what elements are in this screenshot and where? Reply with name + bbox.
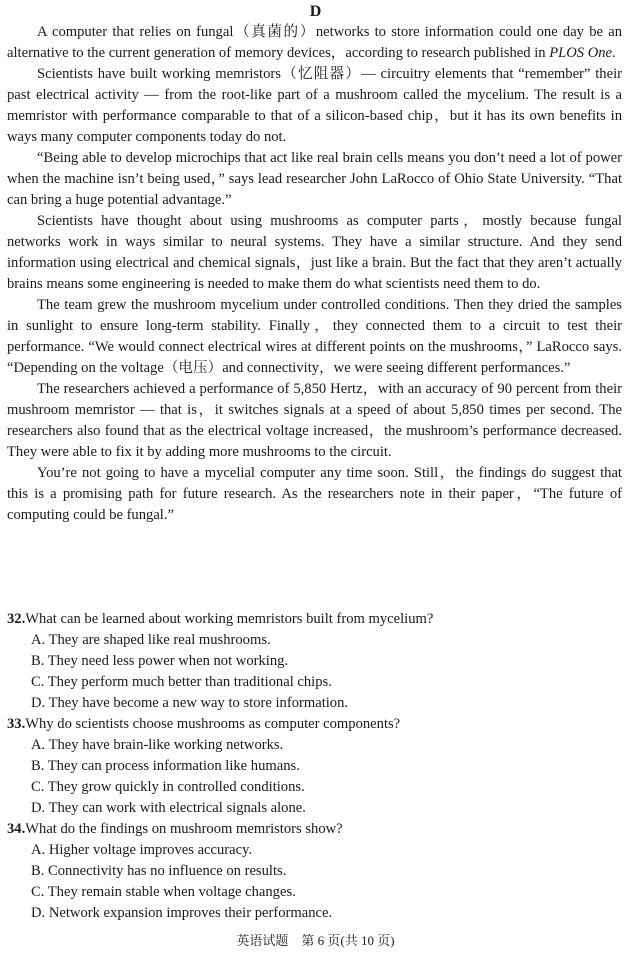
p1-end: . <box>612 45 616 61</box>
passage-paragraph-4: Scientists have thought about using mushrooms as computer parts，mostly because fungal networks work in ways similar to neural systems. They have a similar structure. And they send information using electrical and chemical signals，just like a brain. But the fact that they aren’t actually brains means some engineering is needed to make them do what scientists need them to do. <box>7 213 622 292</box>
answer-option: C. They grow quickly in controlled conditions. <box>31 779 305 795</box>
question-34 <box>7 819 622 924</box>
answer-option: A. They have brain-like working networks. <box>31 737 284 753</box>
page-footer: 英语试题 第 6 页(共 10 页) <box>236 933 395 948</box>
answer-option: D. They can work with electrical signals alone. <box>31 800 306 816</box>
answer-option: B. They can process information like humans. <box>31 758 300 774</box>
question-stem <box>7 609 622 630</box>
answer-option: D. They have become a new way to store information. <box>31 695 349 711</box>
answer-option: C. They remain stable when voltage changes. <box>31 884 296 900</box>
answer-option: A. Higher voltage improves accuracy. <box>31 842 253 858</box>
question-list <box>7 609 622 924</box>
question-text: What do the findings on mushroom memristors show? <box>25 821 343 837</box>
question-32 <box>7 609 622 714</box>
passage-paragraph-3: “Being able to develop microchips that act like real brain cells means you don’t need a lot of power when the machine isn’t being used，” says lead researcher John LaRocco of Ohio State University. “That can bring a huge potential advantage.” <box>7 150 622 208</box>
passage-paragraph-6: The researchers achieved a performance of 5,850 Hertz，with an accuracy of 90 percent from their mushroom memristor — that is，it switches signals at a speed of about 5,850 times per second. The researchers also found that as the electrical voltage increased，the mushroom’s performance decreased. They were able to fix it by adding more mushrooms to the circuit. <box>7 381 622 460</box>
passage-paragraph-7: You’re not going to have a mycelial computer any time soon. Still，the findings do suggest that this is a promising path for future research. As the researchers note in their paper，“The future of computing could be fungal.” <box>7 465 622 523</box>
question-33 <box>7 714 622 819</box>
question-number: 34. <box>7 821 26 837</box>
reading-passage <box>7 22 622 526</box>
section-label: D <box>309 3 322 20</box>
question-text: Why do scientists choose mushrooms as computer components? <box>25 716 401 732</box>
question-stem <box>7 819 622 840</box>
passage-paragraph-1 <box>7 22 622 64</box>
passage-paragraph-5: The team grew the mushroom mycelium under controlled conditions. Then they dried the samples in sunlight to ensure long-term stability. Finally，they connected them to a circuit to test their performance. “We would connect electrical wires at different points on the mushrooms，” LaRocco says. “Depending on the voltage（电压）and connectivity，we were seeing different performances.” <box>7 297 622 376</box>
p1-text: A computer that relies on fungal（真菌的）networks to store information could one day be an alternative to the current generation of memory devices，according to research published in <box>7 24 622 61</box>
answer-option: B. Connectivity has no influence on results. <box>31 863 287 879</box>
answer-option: D. Network expansion improves their performance. <box>31 905 333 921</box>
question-text: What can be learned about working memristors built from mycelium? <box>25 611 434 627</box>
question-number: 32. <box>7 611 26 627</box>
answer-option: A. They are shaped like real mushrooms. <box>31 632 271 648</box>
question-stem <box>7 714 622 735</box>
passage-paragraph-2: Scientists have built working memristors（忆阻器）— circuitry elements that “remember” their past electrical activity — from the root-like part of a mushroom called the mycelium. The result is a memristor with performance comparable to that of a silicon-based chip，but it has its own benefits in ways many computer components today do not. <box>7 66 622 145</box>
answer-option: C. They perform much better than traditional chips. <box>31 674 332 690</box>
answer-option: B. They need less power when not working. <box>31 653 289 669</box>
journal-name: PLOS One <box>549 45 613 61</box>
question-number: 33. <box>7 716 26 732</box>
